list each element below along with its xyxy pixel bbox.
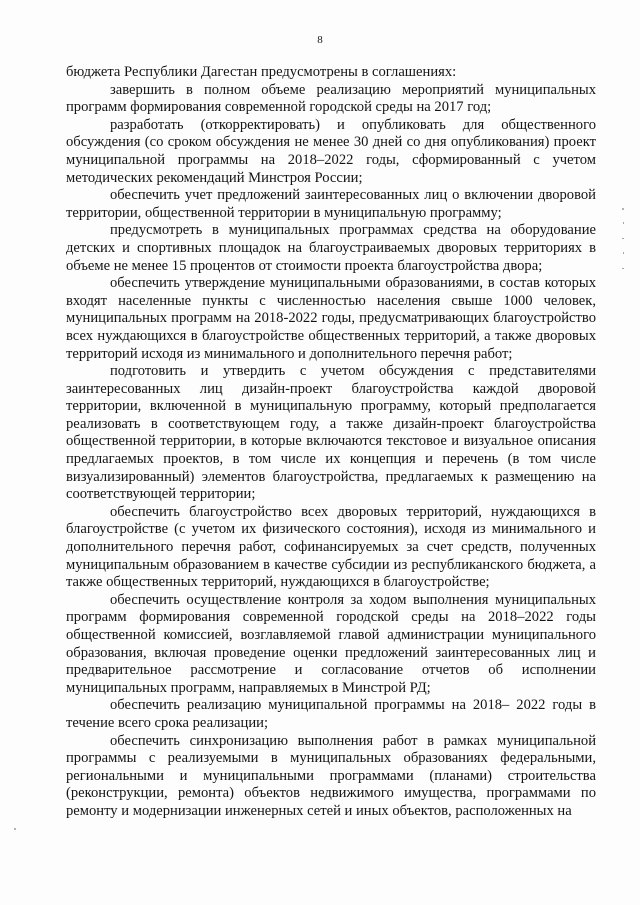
scan-speck <box>623 252 624 254</box>
scan-speck <box>623 222 624 224</box>
paragraph: обеспечить учет предложений заинтересованных лиц о включении дворовой территории, общественной территории в муниципальную программу; <box>66 187 596 221</box>
scan-speck <box>622 238 624 239</box>
paragraph: обеспечить благоустройство всех дворовых территорий, нуждающихся в благоустройстве (с учетом их физического состояния), исходя из минимального и дополнительного перечня работ, софинансируемых за счет средств, полученных муниципальным образованием в качестве субсидии из республиканского бюджета, а также общественных территорий, нуждающихся в благоустройстве; <box>66 503 596 591</box>
paragraph: подготовить и утвердить с учетом обсуждения с представителями заинтересованных лиц дизайн-проект благоустройства каждой дворовой территории, включенной в муниципальную программу, который предполагается реализовать в соответствующем году, а также дизайн-проект благоустройства общественной территории, в которые включаются текстовое и визуальное описания предлагаемых проектов, в том числе их концепция и перечень (в том числе визуализированный) элементов благоустройства, предлагаемых к размещению на соответствующей территории; <box>66 363 596 503</box>
paragraph-continuation: бюджета Республики Дагестан предусмотрены в соглашениях: <box>66 64 457 80</box>
scan-speck <box>622 208 624 210</box>
paragraph: разработать (откорректировать) и опубликовать для общественного обсуждения (со сроком обсуждения не менее 30 дней со дня опубликования) проект муниципальной программы на 2018–2022 годы, сформированный с учетом методических рекомендаций Минстроя России; <box>66 116 596 186</box>
paragraph: обеспечить синхронизацию выполнения работ в рамках муниципальной программы с реализуемыми в муниципальных образованиях федеральными, региональными и муниципальными программами (планами) строительства (реконструкции, ремонта) объектов недвижимого имущества, программами по ремонту и модернизации инженерных сетей и иных объектов, расположенных на <box>66 732 596 819</box>
paragraph: обеспечить реализацию муниципальной программы на 2018– 2022 годы в течение всего срока реализации; <box>66 697 596 731</box>
body-text <box>66 64 596 821</box>
scan-speck <box>622 268 624 269</box>
scan-speck <box>14 828 16 830</box>
paragraph: обеспечить утверждение муниципальными образованиями, в состав которых входят населенные пункты с численностью населения свыше 1000 человек, муниципальных программ на 2018-2022 годы, предусматривающих благоустройство всех нуждающихся в благоустройстве общественных территорий, а также дворовых территорий исходя из минимального и дополнительного перечня работ; <box>66 275 596 362</box>
paragraph: обеспечить осуществление контроля за ходом выполнения муниципальных программ формирования современной городской среды на 2018–2022 годы общественной комиссией, возглавляемой главой администрации муниципального образования, включая проведение оценки предложений заинтересованных лиц и предварительное рассмотрение и согласование отчетов об исполнении муниципальных программ, направляемых в Минстрой РД; <box>66 591 596 696</box>
paragraph: предусмотреть в муниципальных программах средства на оборудование детских и спортивных площадок на благоустраиваемых дворовых территориях в объеме не менее 15 процентов от стоимости проекта благоустройства двора; <box>66 222 596 274</box>
paragraph: завершить в полном объеме реализацию мероприятий муниципальных программ формирования современной городской среды на 2017 год; <box>66 81 596 116</box>
page-number: 8 <box>317 34 323 46</box>
